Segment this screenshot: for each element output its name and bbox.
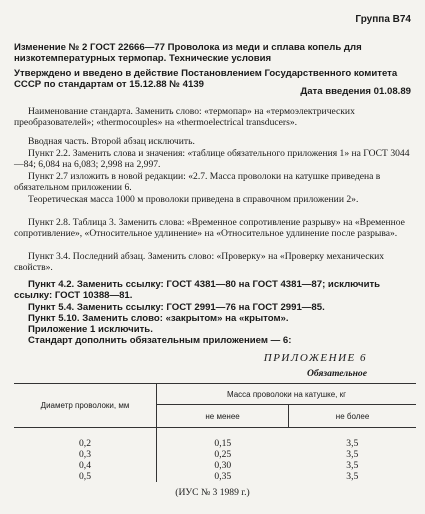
paragraph-intro: Вводная часть. Второй абзац исключить. <box>28 136 195 147</box>
header-max: не более <box>335 411 370 421</box>
cell-diameter: 0,3 <box>14 449 157 460</box>
paragraph-5-10: Пункт 5.10. Заменить слово: «закрытом» на «крытом». <box>28 313 289 324</box>
date-value: 01.08.89 <box>373 86 411 97</box>
paragraph-3-4: Пункт 3.4. Последний абзац. Заменить слово: «Проверку» на «Проверку механических свойств». <box>14 251 385 274</box>
paragraph-appendix-1: Приложение 1 исключить. <box>28 324 153 335</box>
appendix-subtitle: Обязательное <box>306 368 367 379</box>
table-row <box>14 460 416 471</box>
date-label: Дата введения <box>300 86 371 97</box>
appendix-title: ПРИЛОЖЕНИЕ 6 <box>263 352 367 364</box>
cell-max: 3,5 <box>346 471 359 482</box>
cell-min: 0,25 <box>214 449 232 460</box>
paragraph-2-2: Пункт 2.2. Заменить слова и значения: «таблице обязательного приложения 1» на ГОСТ 3044—84; 6,084 на 6,083; 2,998 на 2,997. <box>14 148 410 171</box>
paragraph-4-2: Пункт 4.2. Заменить ссылку: ГОСТ 4381—80 на ГОСТ 4381—87; исключить ссылку: ГОСТ 10388—81. <box>14 279 381 302</box>
paragraph-add-appendix: Стандарт дополнить обязательным приложением — 6: <box>28 335 292 346</box>
paragraph-title-change: Наименование стандарта. Заменить слово: «термопар» на «термоэлектрических преобразователей»; «thermocouples» на «thermoelectrical transducers». <box>14 106 355 129</box>
cell-max: 3,5 <box>346 460 359 471</box>
wire-mass-table <box>14 383 416 482</box>
amendment-title: Изменение № 2 ГОСТ 22666—77 Проволока из меди и сплава копель для низкотемпературных термопар. Технические условия <box>14 42 362 64</box>
cell-diameter: 0,2 <box>14 438 157 449</box>
approval-statement: Утверждено и введено в действие Постановлением Государственного комитета СССР по стандартам от 15.12.88 № 4139 <box>14 68 398 90</box>
cell-diameter: 0,4 <box>14 460 157 471</box>
cell-min: 0,30 <box>214 460 232 471</box>
header-mass: Масса проволоки на катушке, кг <box>157 384 417 405</box>
table-row <box>14 438 416 449</box>
cell-max: 3,5 <box>346 438 359 449</box>
cell-diameter: 0,5 <box>14 471 157 482</box>
footer-reference: (ИУС № 3 1989 г.) <box>175 487 250 498</box>
paragraph-2-8: Пункт 2.8. Таблица 3. Заменить слова: «Временное сопротивление разрыву» на «Временное сопротивление», «Относительное удлинение» на «Относительное удлинение после разрыва». <box>14 217 405 240</box>
header-diameter: Диаметр проволоки, мм <box>14 384 157 428</box>
cell-min: 0,35 <box>214 471 232 482</box>
cell-max: 3,5 <box>346 449 359 460</box>
paragraph-2-7: Пункт 2.7 изложить в новой редакции: «2.7. Масса проволоки на катушке приведена в обязательном приложении 6. <box>14 171 381 194</box>
cell-min: 0,15 <box>214 438 232 449</box>
paragraph-theoretical-mass: Теоретическая масса 1000 м проволоки приведена в справочном приложении 2». <box>28 194 359 205</box>
effective-date <box>300 86 411 97</box>
group-code: Группа В74 <box>355 14 411 25</box>
header-min: не менее <box>157 405 289 428</box>
table-row <box>14 471 416 482</box>
paragraph-5-4: Пункт 5.4. Заменить ссылку: ГОСТ 2991—76 на ГОСТ 2991—85. <box>28 302 325 313</box>
table-row <box>14 449 416 460</box>
